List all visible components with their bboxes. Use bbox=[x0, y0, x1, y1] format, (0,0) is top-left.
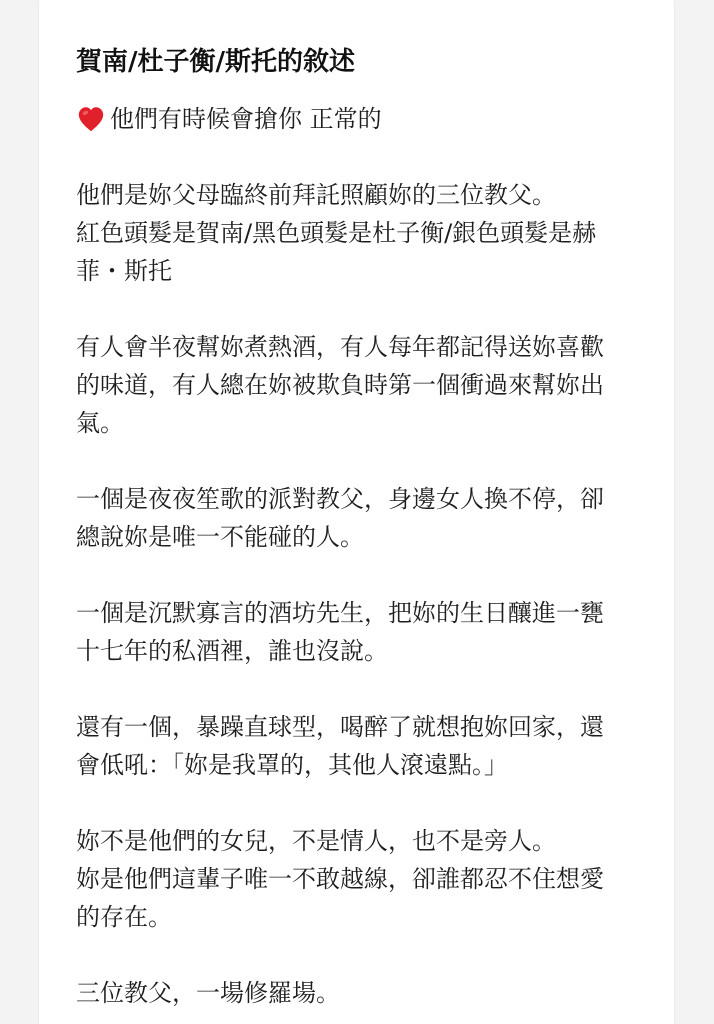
text-line: 總說妳是唯一不能碰的人。 bbox=[76, 523, 364, 551]
paragraph-1 bbox=[76, 176, 646, 290]
paragraph-6 bbox=[76, 822, 646, 936]
intro-line bbox=[76, 100, 646, 138]
text-line: 氣。 bbox=[76, 409, 124, 437]
text-line: 還有一個，暴躁直球型，喝醉了就想抱妳回家，還 bbox=[76, 713, 604, 741]
text-line: 會低吼：「妳是我罩的，其他人滾遠點。」 bbox=[76, 751, 508, 779]
text-line: 一個是夜夜笙歌的派對教父，身邊女人換不停，卻 bbox=[76, 485, 604, 513]
paragraph-4 bbox=[76, 594, 646, 670]
text-line: 菲・斯托 bbox=[76, 257, 172, 285]
text-line: 的存在。 bbox=[76, 903, 172, 931]
paragraph-7 bbox=[76, 974, 646, 1012]
text-line: 他們是妳父母臨終前拜託照顧妳的三位教父。 bbox=[76, 181, 556, 209]
paragraph-5 bbox=[76, 708, 646, 784]
red-heart-icon bbox=[76, 104, 106, 134]
text-line: 妳是他們這輩子唯一不敢越線，卻誰都忍不住想愛 bbox=[76, 865, 604, 893]
post-content bbox=[76, 100, 646, 1024]
text-line: 紅色頭髮是賀南/黑色頭髮是杜子衡/銀色頭髮是赫 bbox=[76, 219, 597, 247]
text-line: 妳不是他們的女兒，不是情人，也不是旁人。 bbox=[76, 827, 556, 855]
post-title: 賀南/杜子衡/斯托的敘述 bbox=[76, 47, 355, 77]
text-line: 一個是沉默寡言的酒坊先生，把妳的生日釀進一甕 bbox=[76, 599, 604, 627]
text-line: 三位教父，一場修羅場。 bbox=[76, 979, 340, 1007]
paragraph-2 bbox=[76, 328, 646, 442]
paragraph-3 bbox=[76, 480, 646, 556]
text-line: 十七年的私酒裡，誰也沒說。 bbox=[76, 637, 388, 665]
text-line: 有人會半夜幫妳煮熱酒，有人每年都記得送妳喜歡 bbox=[76, 333, 604, 361]
text-line: 的味道，有人總在妳被欺負時第一個衝過來幫妳出 bbox=[76, 371, 604, 399]
intro-text: 他們有時候會搶你 正常的 bbox=[110, 105, 382, 133]
